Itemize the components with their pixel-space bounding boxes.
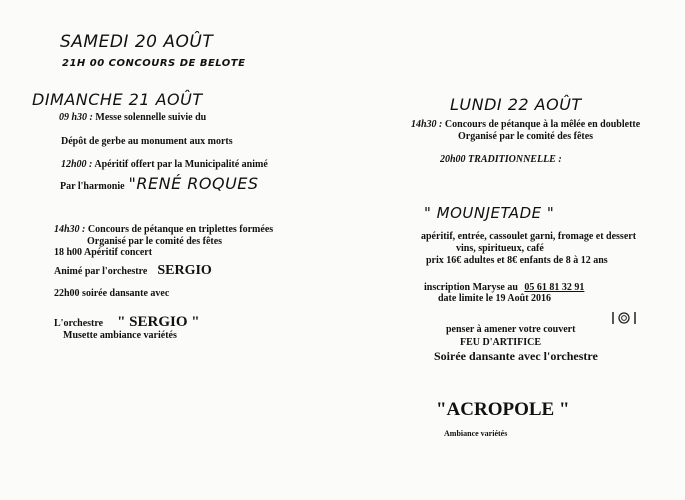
- inscription-prefix: inscription Maryse au: [424, 282, 518, 293]
- orchestre-name: " SERGIO ": [117, 314, 200, 330]
- orchestre-line: [54, 314, 200, 330]
- petanque-text-right: Concours de pétanque à la mêlée en doublette: [444, 119, 641, 130]
- menu-line-1: apéritif, entrée, cassoulet garni, fromage et dessert: [421, 231, 637, 242]
- date-limite-line: date limite le 19 Août 2016: [438, 293, 552, 304]
- concert-line: 18 h00 Apéritif concert: [54, 247, 153, 258]
- aperitif-line: [61, 160, 268, 170]
- messe-line: [59, 113, 206, 123]
- petanque-text-left: Concours de pétanque en triplettes formées: [87, 224, 274, 235]
- petanque-time-right: 14h30 :: [411, 119, 443, 130]
- harmonie-prefix: Par l'harmonie: [60, 181, 125, 192]
- acropole-title: "ACROPOLE ": [436, 399, 570, 420]
- belote-line: 21H 00 CONCOURS DE BELOTE: [62, 58, 246, 69]
- petanque-line-left: [54, 225, 273, 235]
- mounjetade-title: " MOUNJETADE ": [424, 204, 555, 222]
- petanque-time-left: 14h30 :: [54, 224, 86, 235]
- petanque-line-right: [411, 120, 640, 130]
- anime-name: SERGIO: [157, 263, 212, 278]
- musette-line: Musette ambiance variétés: [63, 330, 177, 341]
- harmonie-line: [60, 176, 259, 193]
- lundi-title: LUNDI 22 AOÛT: [450, 95, 582, 114]
- soiree-line-left: 22h00 soirée dansante avec: [54, 288, 170, 299]
- harmonie-name: "RENÉ ROQUES: [128, 174, 259, 193]
- soiree-line-right: Soirée dansante avec l'orchestre: [434, 349, 598, 363]
- organise-right: Organisé par le comité des fêtes: [458, 131, 594, 142]
- anime-line: [54, 262, 212, 278]
- dimanche-title: DIMANCHE 21 AOÛT: [32, 90, 203, 109]
- depot-line: Dépôt de gerbe au monument aux morts: [61, 136, 233, 147]
- couvert-line: penser à amener votre couvert: [446, 324, 576, 335]
- phone-number: 05 61 81 32 91: [524, 282, 585, 293]
- traditionnelle-line: 20h00 TRADITIONNELLE :: [440, 154, 562, 165]
- menu-line-2: vins, spiritueux, café: [456, 243, 544, 254]
- cutlery-icon: [609, 310, 639, 326]
- prix-line: prix 16€ adultes et 8€ enfants de 8 à 12 ans: [426, 255, 608, 266]
- messe-text: Messe solennelle suivie du: [95, 112, 207, 123]
- organise-left: Organisé par le comité des fêtes: [87, 236, 223, 247]
- inscription-line: [424, 283, 584, 293]
- messe-time: 09 h30 :: [59, 112, 93, 123]
- ambiance-line: Ambiance variétés: [444, 429, 508, 438]
- samedi-title: SAMEDI 20 AOÛT: [60, 32, 214, 52]
- aperitif-time: 12h00 :: [61, 159, 93, 170]
- feu-artifice: FEU D'ARTIFICE: [460, 337, 542, 348]
- anime-prefix: Animé par l'orchestre: [54, 266, 148, 277]
- aperitif-text: Apéritif offert par la Municipalité animé: [94, 159, 268, 170]
- orchestre-prefix: L'orchestre: [54, 318, 104, 329]
